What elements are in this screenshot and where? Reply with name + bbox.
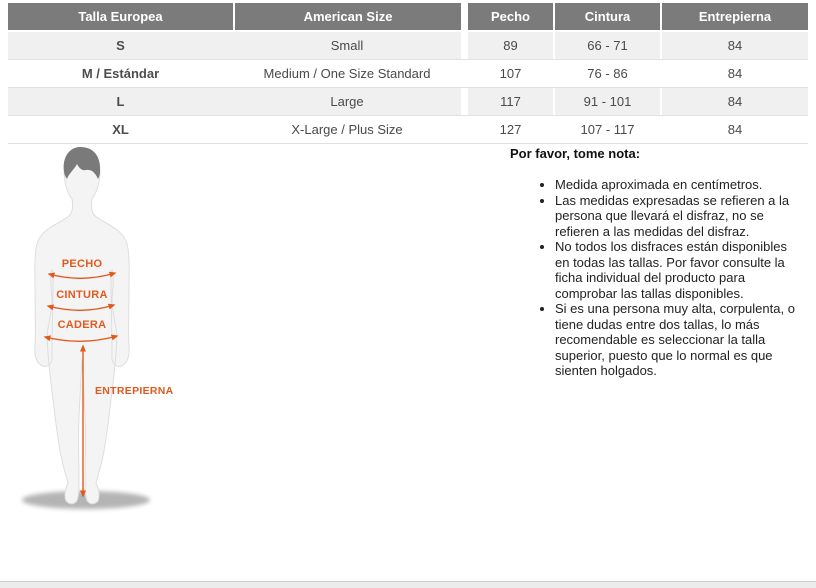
cell-inseam: 84 xyxy=(660,60,808,87)
size-table xyxy=(8,3,808,144)
column-header-american-size: American Size xyxy=(233,3,461,30)
table-row-m xyxy=(8,60,808,88)
table-row-s xyxy=(8,32,808,60)
cell-size-eu: L xyxy=(8,88,233,115)
cell-chest: 89 xyxy=(468,32,553,59)
cell-inseam: 84 xyxy=(660,116,808,143)
note-item: • Medida aproximada en centímetros. xyxy=(555,177,805,193)
table-row-l xyxy=(8,88,808,116)
cell-size-us: Small xyxy=(233,32,461,59)
column-header-cintura: Cintura xyxy=(553,3,660,30)
column-gap xyxy=(461,60,468,87)
body-measurement-diagram xyxy=(0,145,210,520)
cell-waist: 66 - 71 xyxy=(553,32,660,59)
cell-size-us: X-Large / Plus Size xyxy=(233,116,461,143)
cell-size-eu: XL xyxy=(8,116,233,143)
cell-size-eu: S xyxy=(8,32,233,59)
table-header-row xyxy=(8,3,808,32)
cell-size-eu: M / Estándar xyxy=(8,60,233,87)
cell-waist: 107 - 117 xyxy=(553,116,660,143)
horizontal-scrollbar[interactable] xyxy=(0,581,816,588)
notes-panel xyxy=(510,146,810,379)
table-row-xl xyxy=(8,116,808,144)
cell-chest: 117 xyxy=(468,88,553,115)
cell-inseam: 84 xyxy=(660,32,808,59)
cell-waist: 76 - 86 xyxy=(553,60,660,87)
cell-size-us: Large xyxy=(233,88,461,115)
chest-label: PECHO xyxy=(61,258,103,270)
note-item: • Las medidas expresadas se refieren a la persona que llevará el disfraz, no se refieren a las medidas del disfraz. xyxy=(555,193,805,240)
waist-label: CINTURA xyxy=(56,289,108,301)
note-item: • Si es una persona muy alta, corpulenta, o tiene dudas entre dos tallas, lo más recomendable es seleccionar la talla superior, puesto que lo normal es que sienten holgados. xyxy=(555,301,805,379)
cell-waist: 91 - 101 xyxy=(553,88,660,115)
cell-chest: 127 xyxy=(468,116,553,143)
column-header-talla-europea: Talla Europea xyxy=(8,3,233,30)
hip-label: CADERA xyxy=(57,319,107,331)
cell-size-us: Medium / One Size Standard xyxy=(233,60,461,87)
column-gap xyxy=(461,3,468,30)
column-gap xyxy=(461,32,468,59)
cell-chest: 107 xyxy=(468,60,553,87)
column-header-pecho: Pecho xyxy=(468,3,553,30)
cell-inseam: 84 xyxy=(660,88,808,115)
notes-list xyxy=(510,177,805,379)
notes-heading: Por favor, tome nota: xyxy=(510,146,641,161)
column-header-entrepierna: Entrepierna xyxy=(660,3,808,30)
column-gap xyxy=(461,116,468,143)
column-gap xyxy=(461,88,468,115)
inseam-label: ENTREPIERNA xyxy=(95,385,174,397)
note-item: • No todos los disfraces están disponibles en todas las tallas. Por favor consulte la ficha individual del producto para comprobar las tallas disponibles. xyxy=(555,239,805,301)
